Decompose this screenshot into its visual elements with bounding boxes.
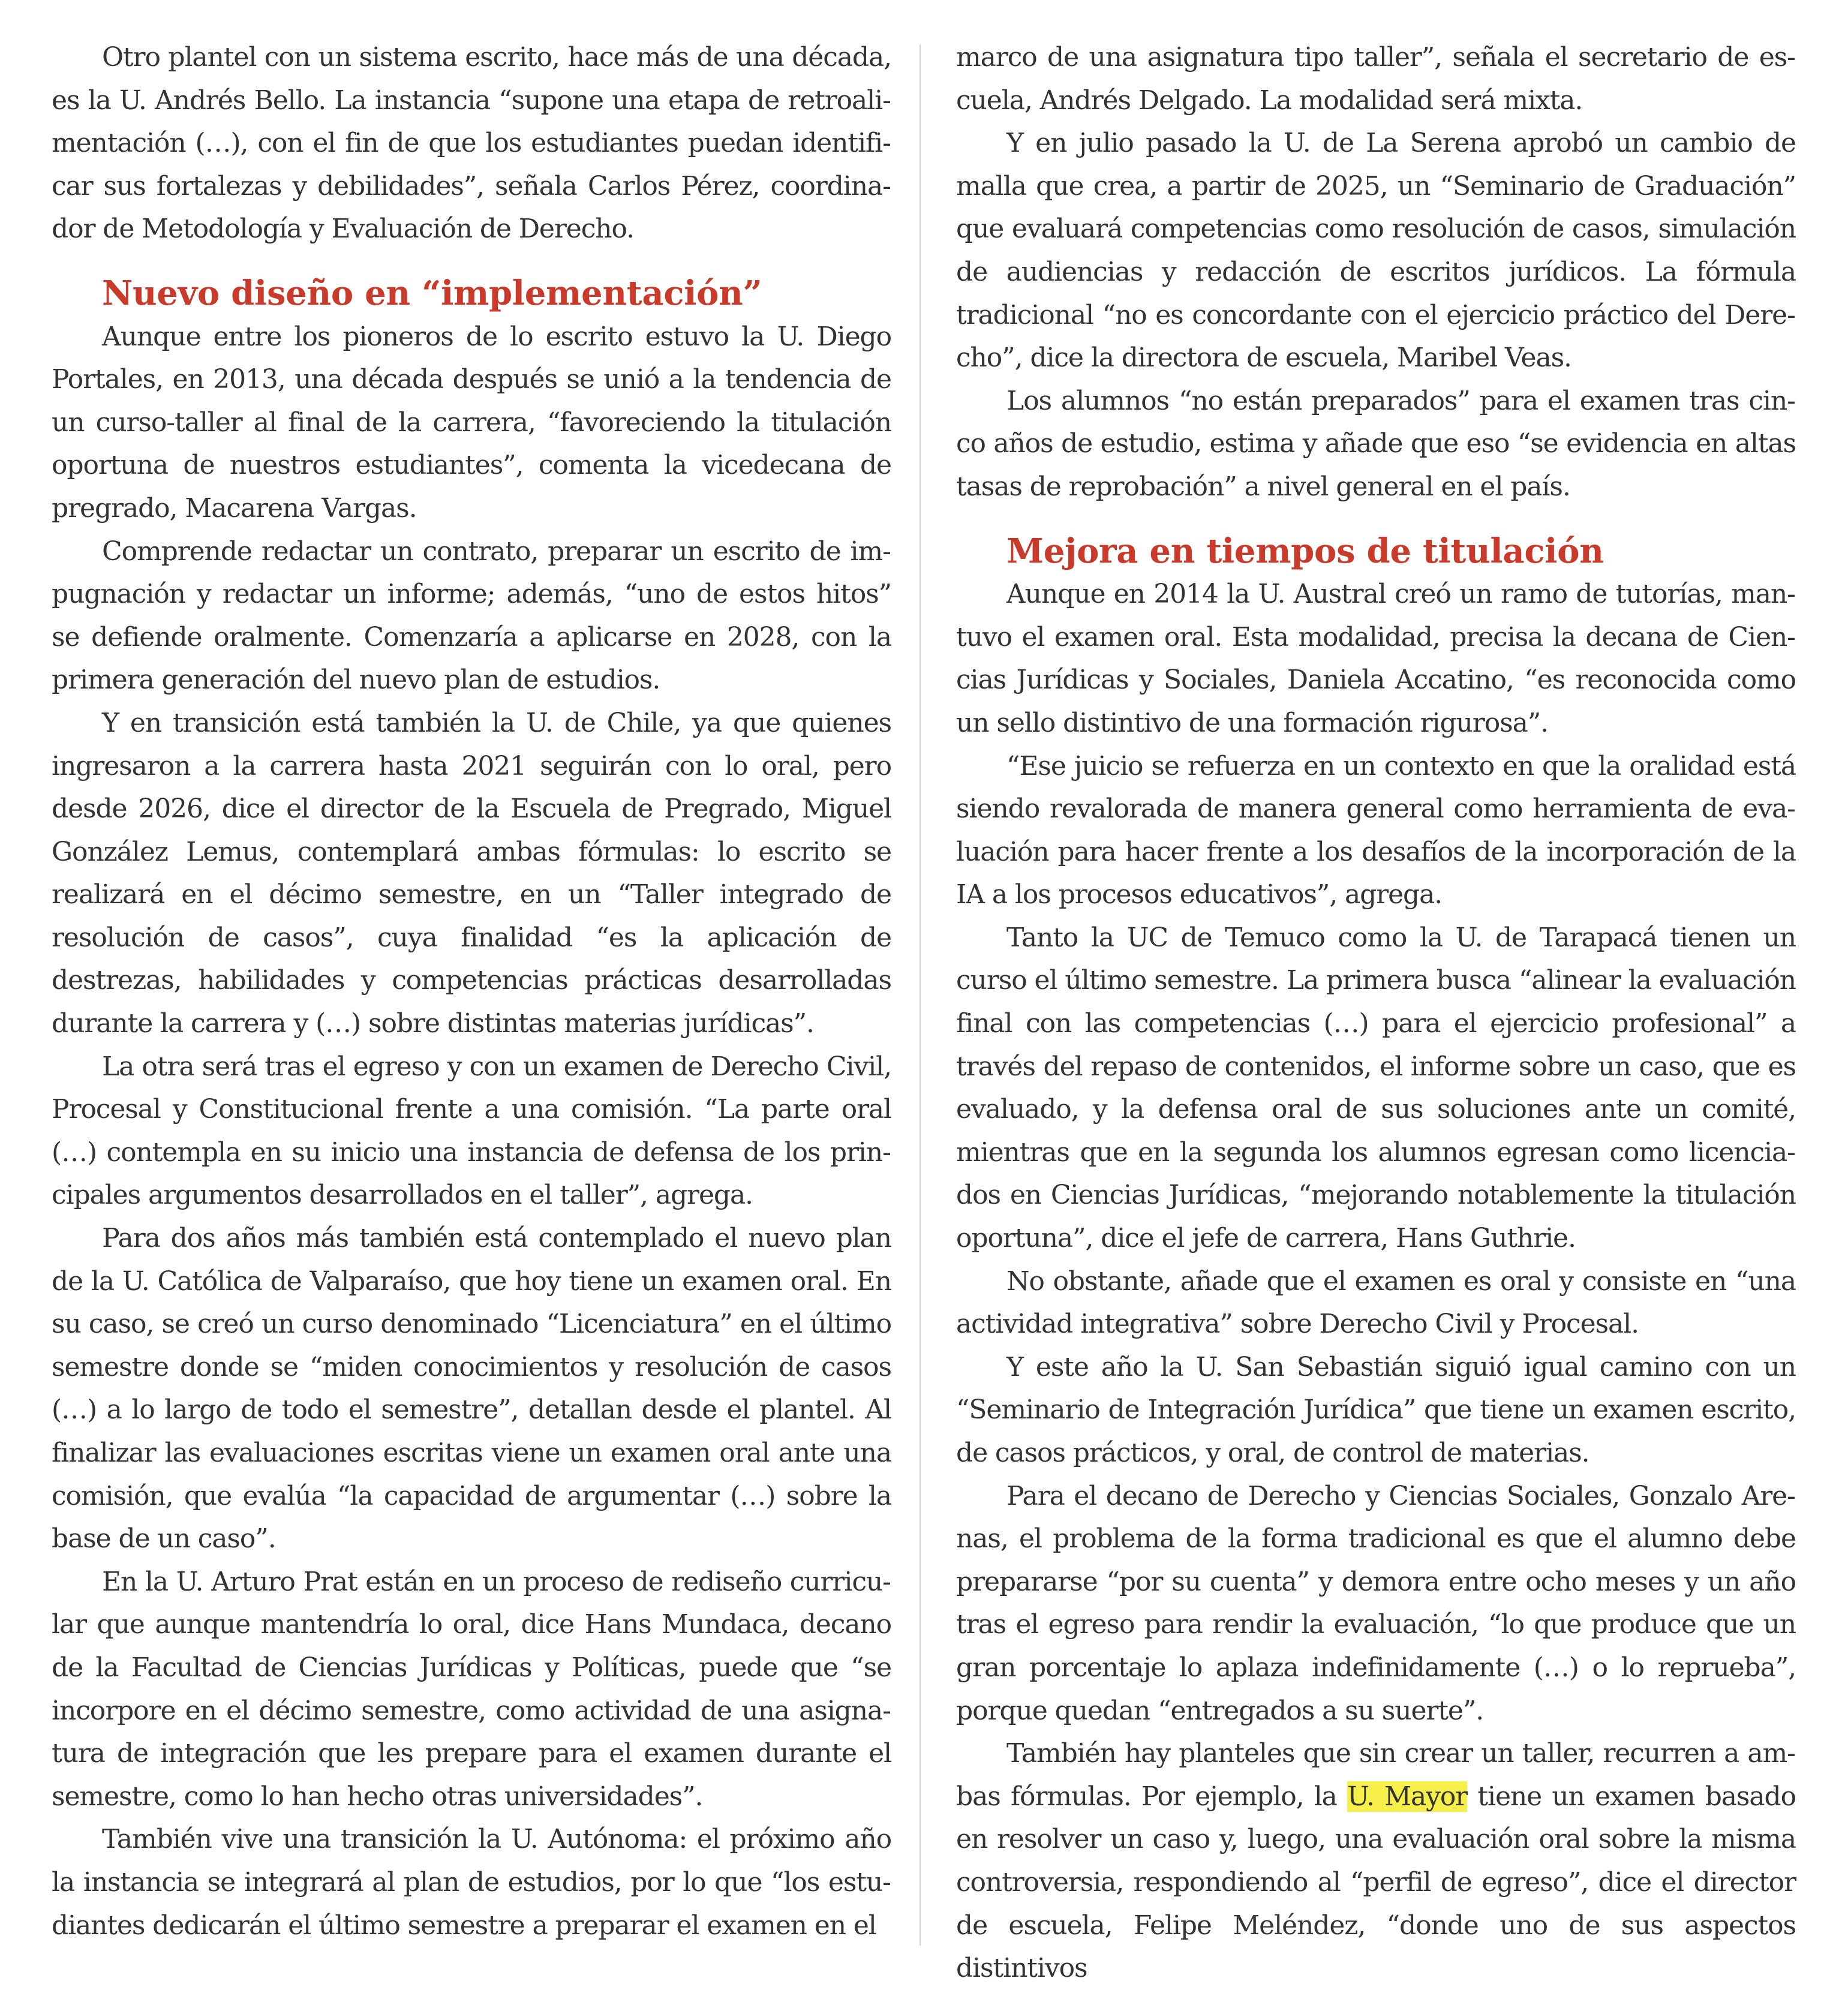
section-gap [956,509,1796,530]
paragraph: Y en transición está también la U. de Chile, ya que quienes ingresaron a la carrera hasta 2021 seguirán con lo oral, pero desde 2026, dice el director de la Escuela de Pregrado, Miguel González Lemus, contemplará ambas fórmulas: lo escrito se realizará en el décimo semestre, en un “Taller integrado de resolución de casos”, cuya finalidad “es la aplicación de destrezas, habilidades y competencias prácticas desarrolladas durante la carrera y (…) sobre distintas materias jurídicas”. [52,707,891,1039]
paragraph: Los alumnos “no están preparados” para el examen tras cinco años de estudio, estima y añade que eso “se evidencia en altas tasas de reprobación” a nivel general en el país. [956,385,1796,502]
paragraph: No obstante, añade que el examen es oral y consiste en “una actividad integrativa” sobre Derecho Civil y Procesal. [956,1265,1796,1340]
paragraph: La otra será tras el egreso y con un examen de Derecho Civil, Procesal y Constitucional frente a una comisión. “La parte oral (…) contempla en su inicio una instancia de defensa de los principales argumentos desarrollados en el taller”, agrega. [52,1051,891,1211]
highlighted-text: U. Mayor [1347,1781,1468,1812]
paragraph: Y en julio pasado la U. de La Serena aprobó un cambio de malla que crea, a partir de 2025, un “Seminario de Graduación” que evaluará competencias como resolución de casos, simulación de audiencias y redacción de escritos jurídicos. La fórmula tradicional “no es concordante con el ejercicio práctico del Derecho”, dice la directora de escuela, Maribel Veas. [956,128,1796,374]
paragraph: Aunque en 2014 la U. Austral creó un ramo de tutorías, mantuvo el examen oral. Esta modalidad, precisa la decana de Ciencias Jurídicas y Sociales, Daniela Accatino, “es reconocida como un sello distintivo de una formación rigurosa”. [956,579,1796,738]
right-column [956,36,1796,1990]
paragraph-with-highlight [956,1732,1796,1990]
section-gap [52,251,891,272]
paragraph: Y este año la U. San Sebastián siguió igual camino con un “Seminario de Integración Jurídica” que tiene un examen escrito, de casos prácticos, y oral, de control de materias. [956,1351,1796,1468]
paragraph: Aunque entre los pioneros de lo escrito estuvo la U. Diego Portales, en 2013, una década después se unió a la tendencia de un curso-taller al final de la carrera, “favoreciendo la titulación oportuna de nuestros estudiantes”, comenta la vicedecana de pregrado, Macarena Vargas. [52,321,891,524]
paragraph: También vive una transición la U. Autónoma: el próximo año la instancia se integrará al plan de estudios, por lo que “los estudiantes dedicarán el último semestre a preparar el examen en el [52,1824,891,1941]
paragraph: “Ese juicio se refuerza en un contexto en que la oralidad está siendo revalorada de manera general como herramienta de evaluación para hacer frente a los desafíos de la incorporación de la IA a los procesos educativos”, agrega. [956,750,1796,910]
paragraph: Para el decano de Derecho y Ciencias Sociales, Gonzalo Arenas, el problema de la forma tradicional es que el alumno debe prepararse “por su cuenta” y demora entre ocho meses y un año tras el egreso para rendir la evaluación, “lo que produce que un gran porcentaje lo aplaza indefinidamente (…) o lo reprueba”, porque quedan “entregados a su suerte”. [956,1480,1796,1726]
column-divider [920,44,921,1946]
paragraph: Otro plantel con un sistema escrito, hace más de una década, es la U. Andrés Bello. La instancia “supone una etapa de retroalimentación (…), con el fin de que los estudiantes puedan identificar sus fortalezas y debilidades”, señala Carlos Pérez, coordinador de Metodología y Evaluación de Derecho. [52,42,891,245]
paragraph: Para dos años más también está contemplado el nuevo plan de la U. Católica de Valparaíso, que hoy tiene un examen oral. En su caso, se creó un curso denominado “Licenciatura” en el último semestre donde se “miden conocimientos y resolución de casos (…) a lo largo de todo el semestre”, detallan desde el plantel. Al finalizar las evaluaciones escritas viene un examen oral ante una comisión, que evalúa “la capacidad de argumentar (…) sobre la base de un caso”. [52,1223,891,1555]
section-heading-titulacion: Mejora en tiempos de titulación [1006,531,1604,571]
paragraph: En la U. Arturo Prat están en un proceso de rediseño curricular que aunque mantendría lo oral, dice Hans Mundaca, decano de la Facultad de Ciencias Jurídicas y Políticas, puede que “se incorpore en el décimo semestre, como actividad de una asignatura de integración que les prepare para el examen durante el semestre, como lo han hecho otras universidades”. [52,1566,891,1812]
text-run: tiene un examen basado en resolver un caso y, luego, una evaluación oral sobre la misma controversia, respondiendo al “perfil de egreso”, dice el director de escuela, Felipe Meléndez, “donde uno de sus aspectos distintivos [956,1781,1796,1984]
paragraph-continued: marco de una asignatura tipo taller”, señala el secretario de escuela, Andrés Delgado. La modalidad será mixta. [956,42,1796,116]
section-heading-implementacion: Nuevo diseño en “implementación” [102,273,762,313]
paragraph: Tanto la UC de Temuco como la U. de Tarapacá tienen un curso el último semestre. La primera busca “alinear la evaluación final con las competencias (…) para el ejercicio profesional” a través del repaso de contenidos, el informe sobre un caso, que es evaluado, y la defensa oral de sus soluciones ante un comité, mientras que en la segunda los alumnos egresan como licenciados en Ciencias Jurídicas, “mejorando notablemente la titulación oportuna”, dice el jefe de carrera, Hans Guthrie. [956,922,1796,1254]
paragraph: Comprende redactar un contrato, preparar un escrito de impugnación y redactar un informe; además, “uno de estos hitos” se defiende oralmente. Comenzaría a aplicarse en 2028, con la primera generación del nuevo plan de estudios. [52,536,891,696]
text-run: También hay planteles que sin crear un taller, recurren a ambas fórmulas. Por ejemplo, la [956,1738,1796,1812]
left-column [52,36,891,1947]
